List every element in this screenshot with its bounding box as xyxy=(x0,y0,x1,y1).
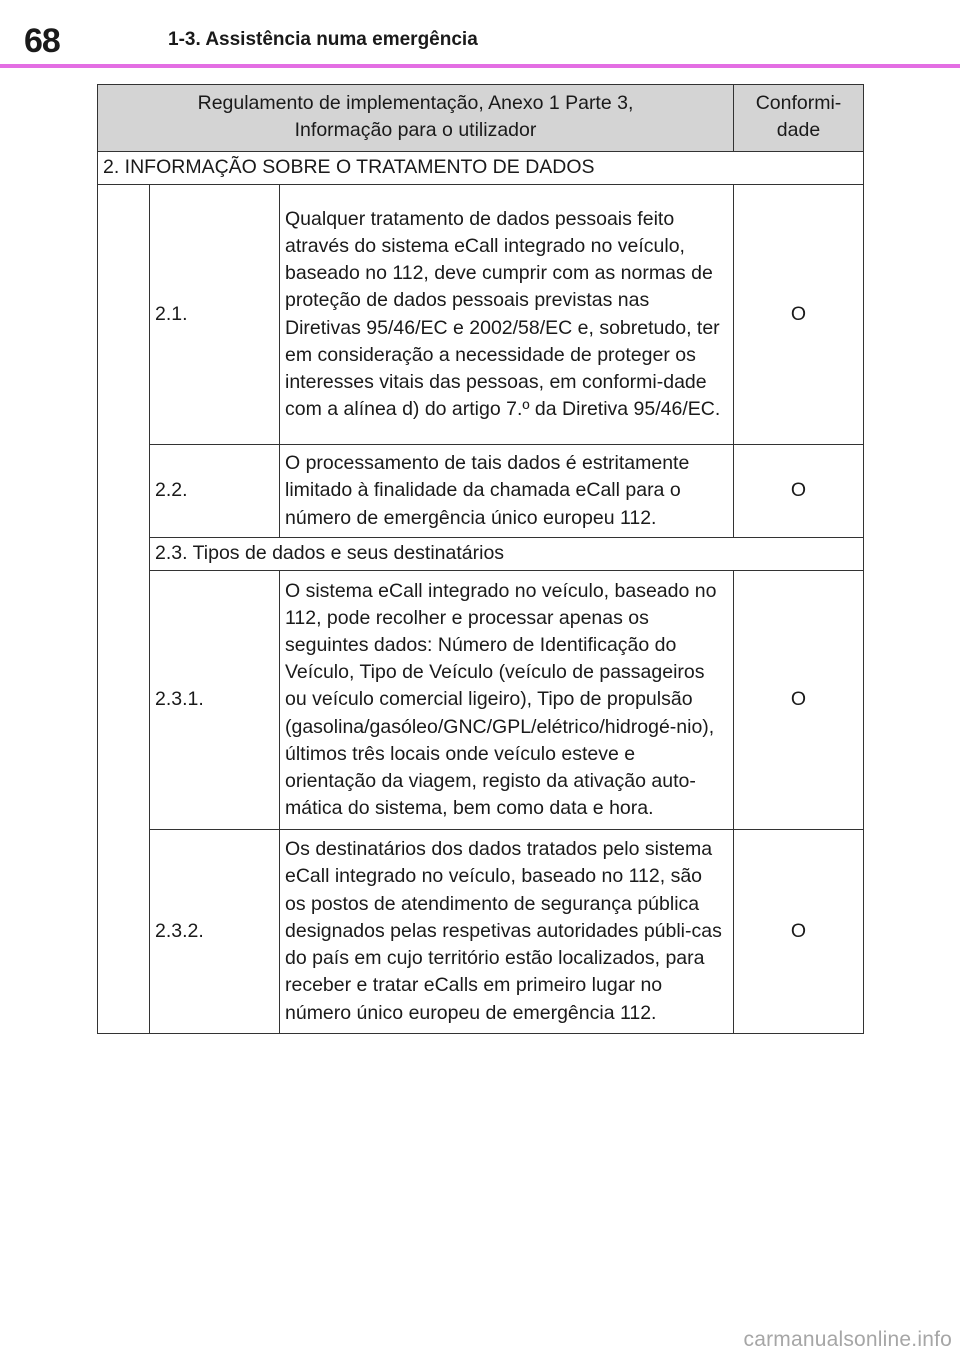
row-text: O sistema eCall integrado no veículo, baseado no 112, pode recolher e processar apenas os seguintes dados: Número de Identificação do Veículo, Tipo de Veículo (veículo de passageiros ou veículo comercial ligeiro), Tipo de propulsão (gasolina/gasóleo/GNC/GPL/elétrico/hidrogé-nio), últimos três locais onde veículo esteve e orientação da viagem, registo da ativação auto-mática do sistema, bem como data e hora. xyxy=(280,571,734,830)
row-number: 2.3.1. xyxy=(150,571,280,830)
row-number: 2.3.2. xyxy=(150,830,280,1034)
table-row xyxy=(98,538,864,571)
row-conformity: O xyxy=(734,830,864,1034)
row-text: Os destinatários dos dados tratados pelo sistema eCall integrado no veículo, baseado no 112, são os postos de atendimento de segurança pública designados pelas respetivas autoridades públi-cas do país em cujo território estão localizados, para receber e tratar eCalls em primeiro lugar no número único europeu de emergência 112. xyxy=(280,830,734,1034)
row-conformity: O xyxy=(734,185,864,445)
indent-cell xyxy=(98,185,150,1034)
table-row xyxy=(98,830,864,1034)
row-conformity: O xyxy=(734,571,864,830)
section-heading-2-3: 2.3. Tipos de dados e seus destinatários xyxy=(150,538,864,571)
table-header-regulation-line1: Regulamento de implementação, Anexo 1 Parte 3, xyxy=(197,91,634,114)
header-rule xyxy=(0,64,960,68)
table-row xyxy=(98,445,864,538)
row-number: 2.1. xyxy=(150,185,280,445)
regulation-table xyxy=(97,84,864,1034)
table-header-row xyxy=(98,85,864,152)
table-header-regulation xyxy=(98,85,734,152)
table-header-conformity xyxy=(734,85,864,152)
row-conformity: O xyxy=(734,445,864,538)
page-header xyxy=(0,0,960,70)
row-text: Qualquer tratamento de dados pessoais feito através do sistema eCall integrado no veículo, baseado no 112, deve cumprir com as normas de proteção de dados pessoais previstas nas Diretivas 95/46/EC e 2002/58/EC e, sobretudo, ter em consideração a necessidade de proteger os interesses vitais das pessoas, em conformi-dade com a alínea d) do artigo 7.º da Diretiva 95/46/EC. xyxy=(280,185,734,445)
table-row xyxy=(98,152,864,185)
table-row xyxy=(98,185,864,445)
section-heading-2: 2. INFORMAÇÃO SOBRE O TRATAMENTO DE DADOS xyxy=(98,152,864,185)
row-text: O processamento de tais dados é estritamente limitado à finalidade da chamada eCall para o número de emergência único europeu 112. xyxy=(280,445,734,538)
table-header-conformity-line2: dade xyxy=(776,119,821,141)
table-header-regulation-line2: Informação para o utilizador xyxy=(294,119,537,141)
watermark-link[interactable]: carmanualsonline.info xyxy=(743,1328,952,1351)
table-header-conformity-line1: Conformi- xyxy=(755,91,842,114)
table-row xyxy=(98,571,864,830)
page-number: 68 xyxy=(24,22,60,60)
row-number: 2.2. xyxy=(150,445,280,538)
section-title: 1-3. Assistência numa emergência xyxy=(168,29,478,50)
